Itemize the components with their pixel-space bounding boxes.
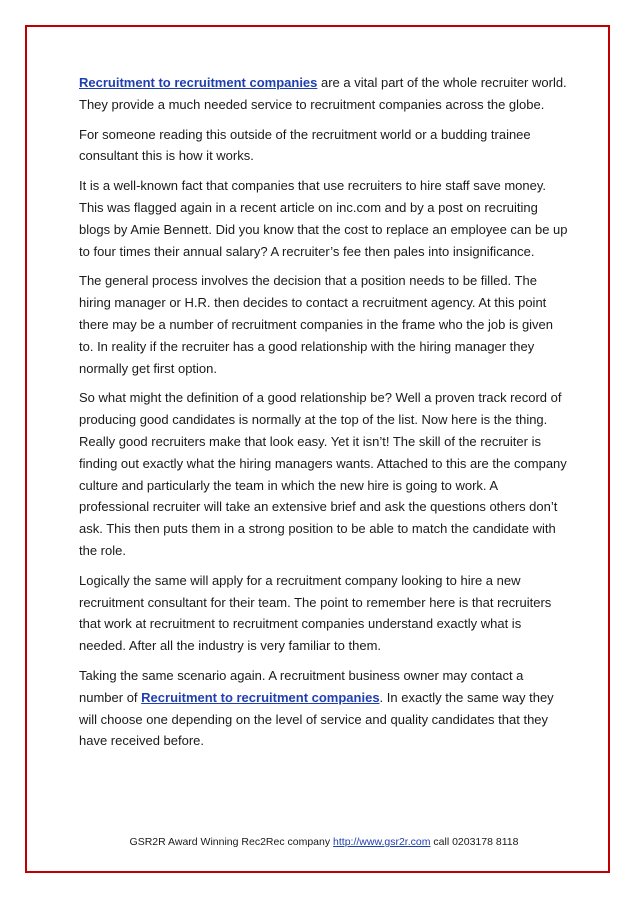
footer	[79, 836, 569, 848]
paragraph-7-text-after: . In exactly the same way they will choose one depending on the level of service and quality candidates that they have received before.	[79, 689, 554, 749]
recruitment-link-bottom[interactable]: Recruitment to recruitment companies	[141, 689, 380, 705]
paragraph-1	[79, 72, 569, 116]
paragraph-1-text: are a vital part of the whole recruiter world. They provide a much needed service to recruitment companies across the globe.	[79, 75, 567, 112]
document-body	[79, 72, 569, 760]
paragraph-7-text-before: Taking the same scenario again. A recruitment business owner may contact a number of	[79, 667, 524, 705]
paragraph-3: It is a well-known fact that companies that use recruiters to hire staff save money. This was flagged again in a recent article on inc.com and by a post on recruiting blogs by Amie Bennett. Did you know that the cost to replace an employee can be up to four times their annual salary? A recruiter’s fee then pales into insignificance.	[79, 178, 568, 259]
paragraph-6: Logically the same will apply for a recruitment company looking to hire a new recruitment consultant for their team. The point to remember here is that recruiters that work at recruitment to recruitment companies understand exactly what is needed. After all the industry is very familiar to them.	[79, 572, 552, 654]
paragraph-2: For someone reading this outside of the recruitment world or a budding trainee consultant this is how it works.	[79, 126, 531, 164]
footer-text-before: GSR2R Award Winning Rec2Rec company	[129, 836, 334, 848]
paragraph-4: The general process involves the decision that a position needs to be filled. The hiring manager or H.R. then decides to contact a recruitment agency. At this point there may be a number of recruitment companies in the frame who the job is given to. In reality if the recruiter has a good relationship with the hiring manager they normally get first option.	[79, 273, 554, 376]
footer-text-after: call 0203178 8118	[430, 836, 519, 848]
paragraph-7	[79, 665, 569, 752]
recruitment-link-top[interactable]: Recruitment to recruitment companies	[79, 75, 318, 90]
paragraph-5: So what might the definition of a good relationship be? Well a proven track record of producing good candidates is normally at the top of the list. Now here is the thing. Really good recruiters make that look easy. Yet it isn’t! The skill of the recruiter is finding out exactly what the hiring managers wants. Attached to this are the company culture and particularly the team in which the new hire is going to work. A professional recruiter will take an extensive brief and ask the questions others don’t ask. This then puts them in a strong position to be able to match the candidate with the role.	[79, 390, 567, 558]
footer-website-link[interactable]: http://www.gsr2r.com	[333, 836, 431, 848]
